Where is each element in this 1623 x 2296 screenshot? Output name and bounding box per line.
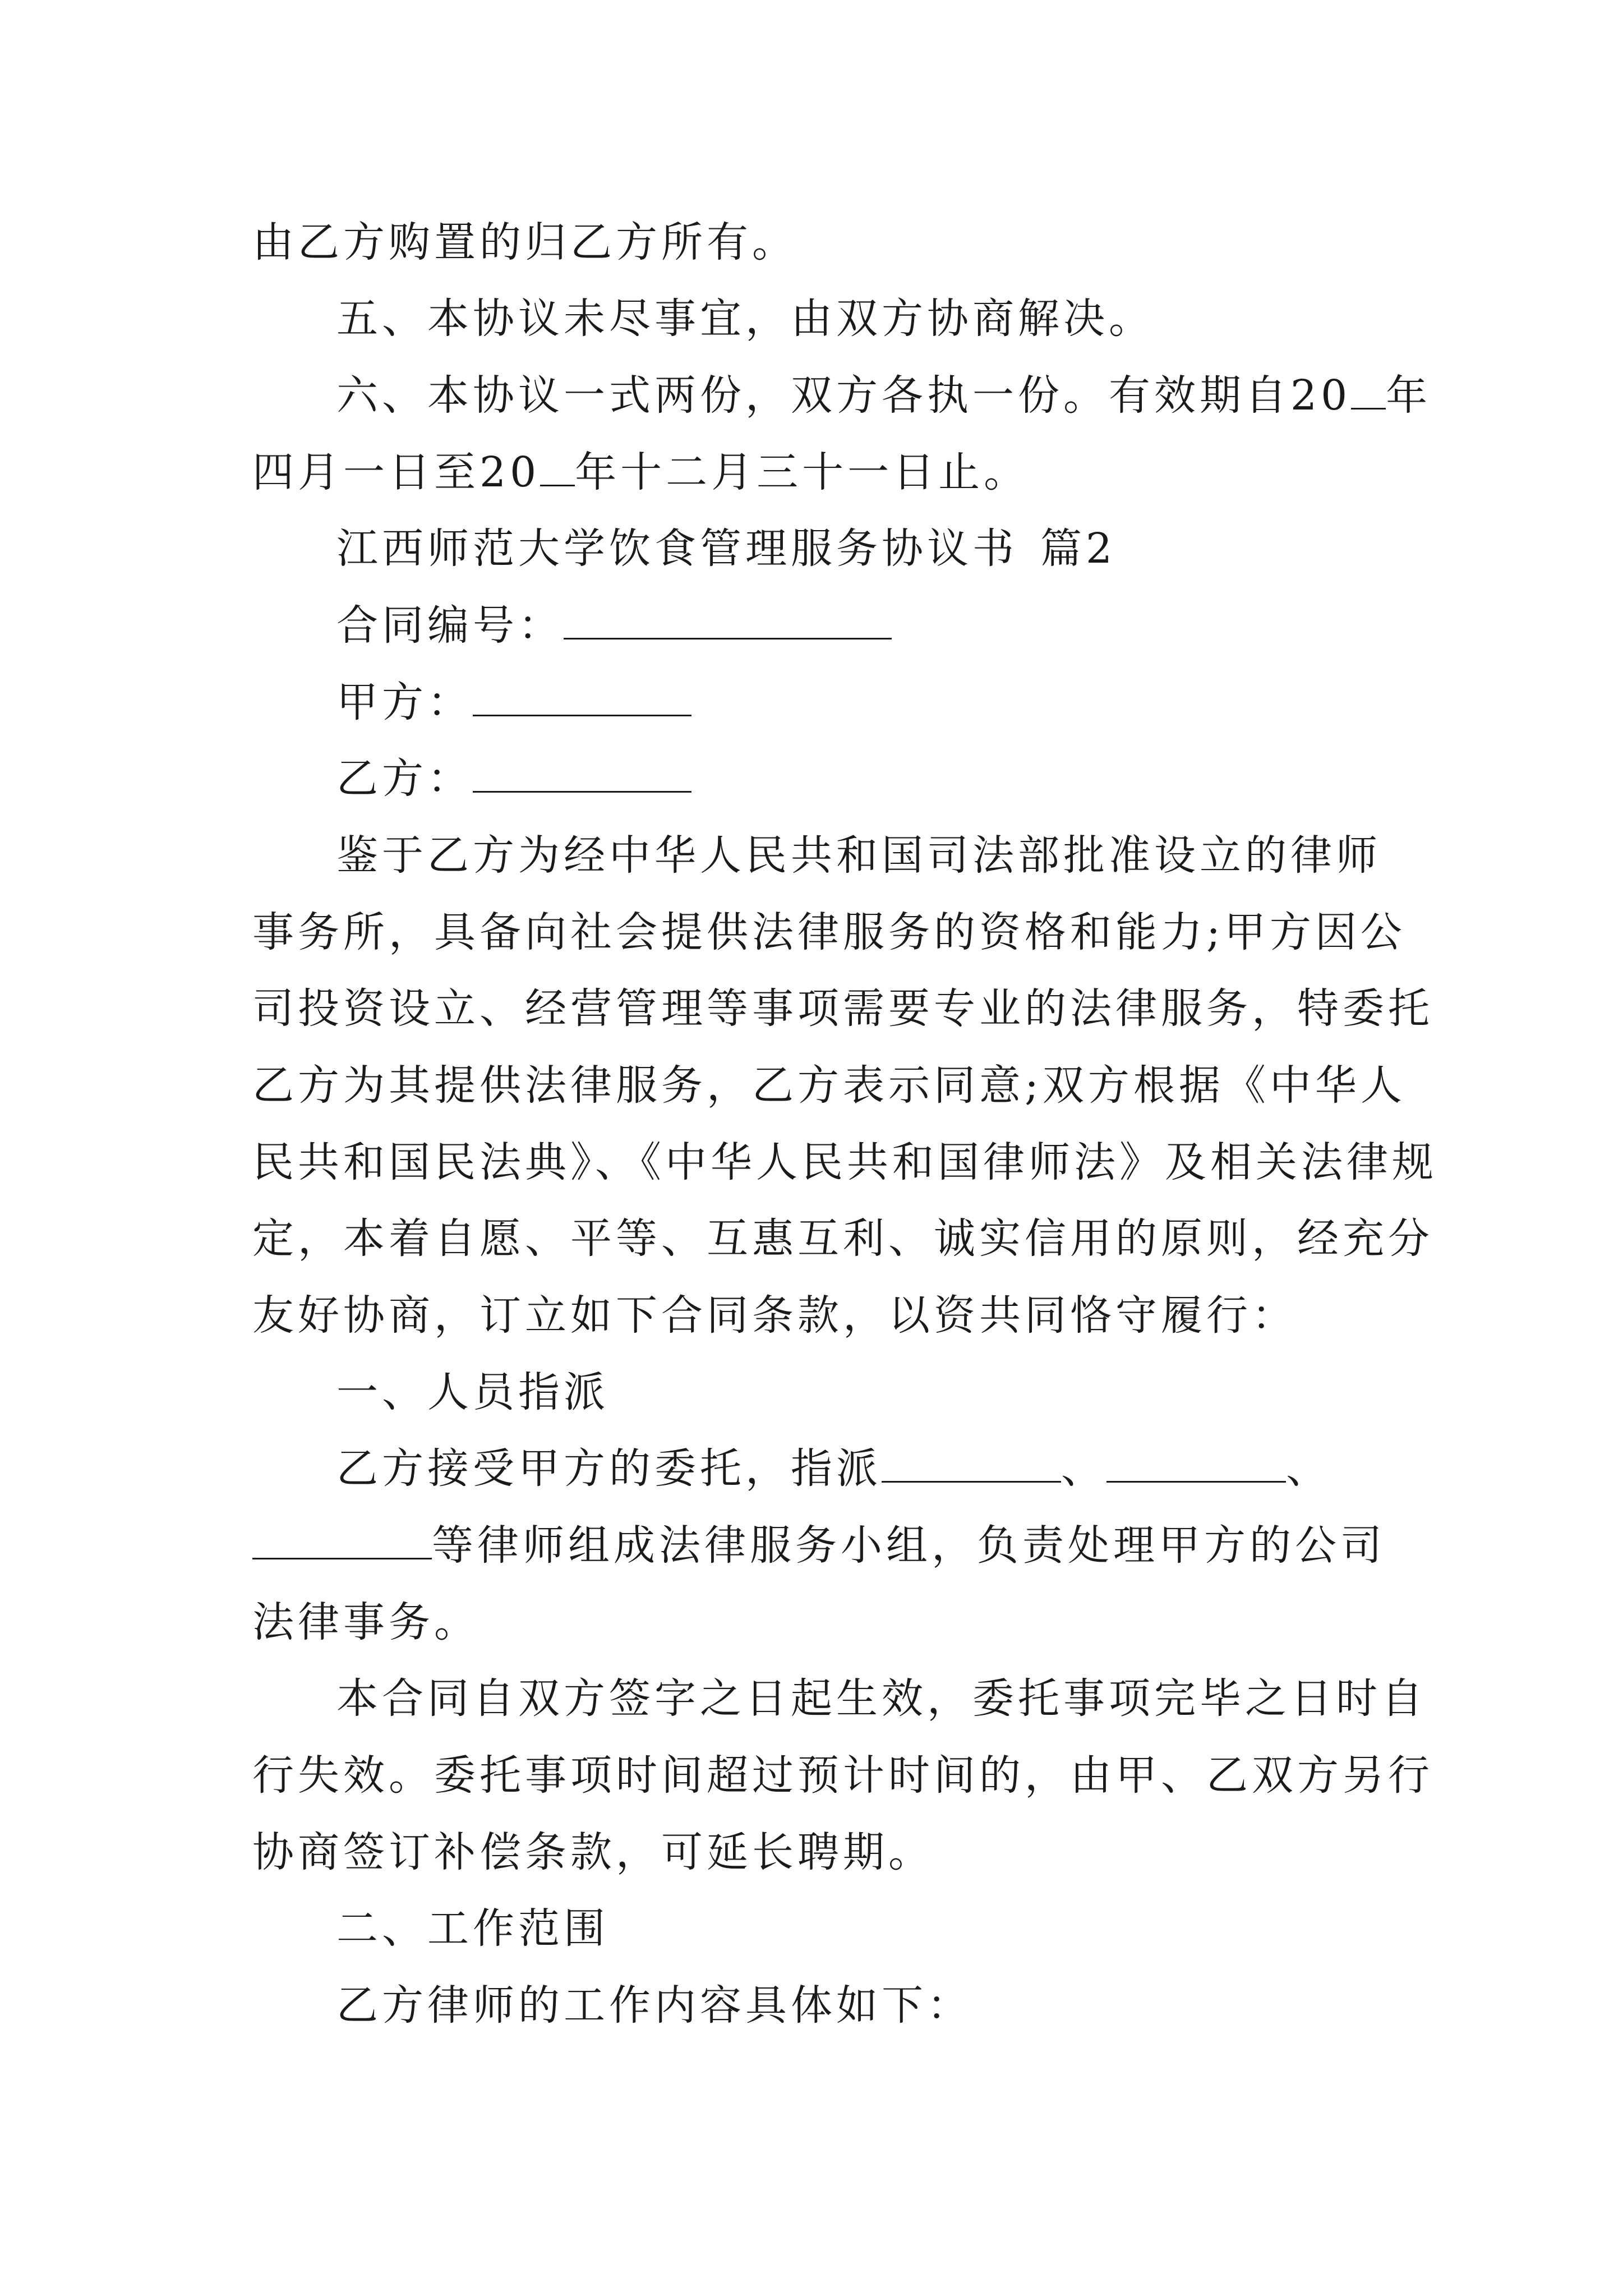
party-b-label: 乙方： bbox=[336, 754, 473, 803]
text-span: 等律师组成法律服务小组，负责处理甲方的公司 bbox=[432, 1521, 1386, 1570]
party-b-line bbox=[336, 751, 1380, 807]
paragraph-line bbox=[336, 827, 1380, 884]
contract-number-line bbox=[336, 597, 1380, 654]
paragraph-line bbox=[252, 1211, 1433, 1267]
text-span: 行失效。委托事项时间超过预计时间的，由甲、乙双方另行 bbox=[252, 1751, 1433, 1800]
personnel-line bbox=[252, 1517, 1386, 1573]
paragraph-line bbox=[252, 904, 1406, 960]
text-line bbox=[252, 444, 1380, 500]
contract-number-blank bbox=[564, 603, 892, 639]
document-title bbox=[336, 521, 1380, 577]
text-span: 四月一日至20 bbox=[252, 448, 541, 496]
text-span: 、 bbox=[1061, 1444, 1106, 1493]
party-a-line bbox=[336, 674, 1380, 730]
paragraph-line bbox=[252, 981, 1433, 1037]
clause-six bbox=[336, 367, 1432, 424]
lawyer-blank bbox=[1106, 1446, 1286, 1483]
paragraph-line bbox=[252, 1057, 1406, 1114]
lawyer-blank bbox=[882, 1446, 1061, 1483]
text-span: 法律事务。 bbox=[252, 1598, 479, 1646]
paragraph-line bbox=[252, 1747, 1433, 1803]
party-a-blank bbox=[473, 680, 691, 716]
blank-field bbox=[1351, 373, 1386, 409]
paragraph-line bbox=[336, 1671, 1427, 1727]
text-span: 本合同自双方签字之日起生效，委托事项完毕之日时自 bbox=[336, 1674, 1427, 1723]
clause-five bbox=[336, 291, 1380, 347]
personnel-line bbox=[336, 1441, 1380, 1497]
party-a-label: 甲方： bbox=[336, 678, 473, 726]
party-b-blank bbox=[473, 756, 691, 793]
text-span: 年 bbox=[1386, 371, 1432, 420]
contract-number-label: 合同编号： bbox=[336, 601, 564, 650]
text-span: 年十二月三十一日止。 bbox=[575, 448, 1030, 496]
text-line bbox=[336, 1977, 1380, 2033]
text-span: 由乙方购置的归乙方所有。 bbox=[252, 218, 797, 266]
text-span: 司投资设立、经营管理等事项需要专业的法律服务，特委托 bbox=[252, 984, 1433, 1033]
title-text: 江西师范大学饮食管理服务协议书 bbox=[336, 524, 1018, 573]
text-span: 鉴于乙方为经中华人民共和国司法部批准设立的律师 bbox=[336, 831, 1381, 880]
text-span: 一、人员指派 bbox=[336, 1368, 609, 1416]
text-span: 事务所，具备向社会提供法律服务的资格和能力;甲方因公 bbox=[252, 908, 1406, 956]
blank-field bbox=[540, 450, 575, 486]
text-span: 二、工作范围 bbox=[336, 1904, 609, 1953]
paragraph-line bbox=[252, 1287, 1380, 1343]
text-line bbox=[252, 214, 1380, 270]
text-span: 民共和国民法典》、《中华人民共和国律师法》及相关法律规 bbox=[252, 1138, 1437, 1186]
text-span: 协商签订补偿条款，可延长聘期。 bbox=[252, 1828, 934, 1876]
text-span: 、 bbox=[1286, 1444, 1331, 1493]
text-span: 友好协商，订立如下合同条款，以资共同恪守履行： bbox=[252, 1291, 1297, 1340]
text-span: 六、本协议一式两份，双方各执一份。有效期自20 bbox=[336, 371, 1352, 420]
text-span: 乙方律师的工作内容具体如下： bbox=[336, 1981, 972, 2030]
lawyer-blank bbox=[252, 1523, 432, 1559]
text-span: 乙方为其提供法律服务，乙方表示同意;双方根据《中华人 bbox=[252, 1061, 1406, 1110]
section-heading bbox=[336, 1901, 1380, 1957]
paragraph-line bbox=[252, 1134, 1437, 1190]
paragraph-line bbox=[252, 1824, 1380, 1880]
text-line bbox=[252, 1594, 1380, 1650]
text-span: 乙方接受甲方的委托，指派 bbox=[336, 1444, 882, 1493]
part-label: 篇2 bbox=[1040, 524, 1117, 573]
text-span: 定，本着自愿、平等、互惠互利、诚实信用的原则，经充分 bbox=[252, 1214, 1433, 1263]
section-heading bbox=[336, 1364, 1380, 1420]
text-span: 五、本协议未尽事宜，由双方协商解决。 bbox=[336, 295, 1154, 343]
